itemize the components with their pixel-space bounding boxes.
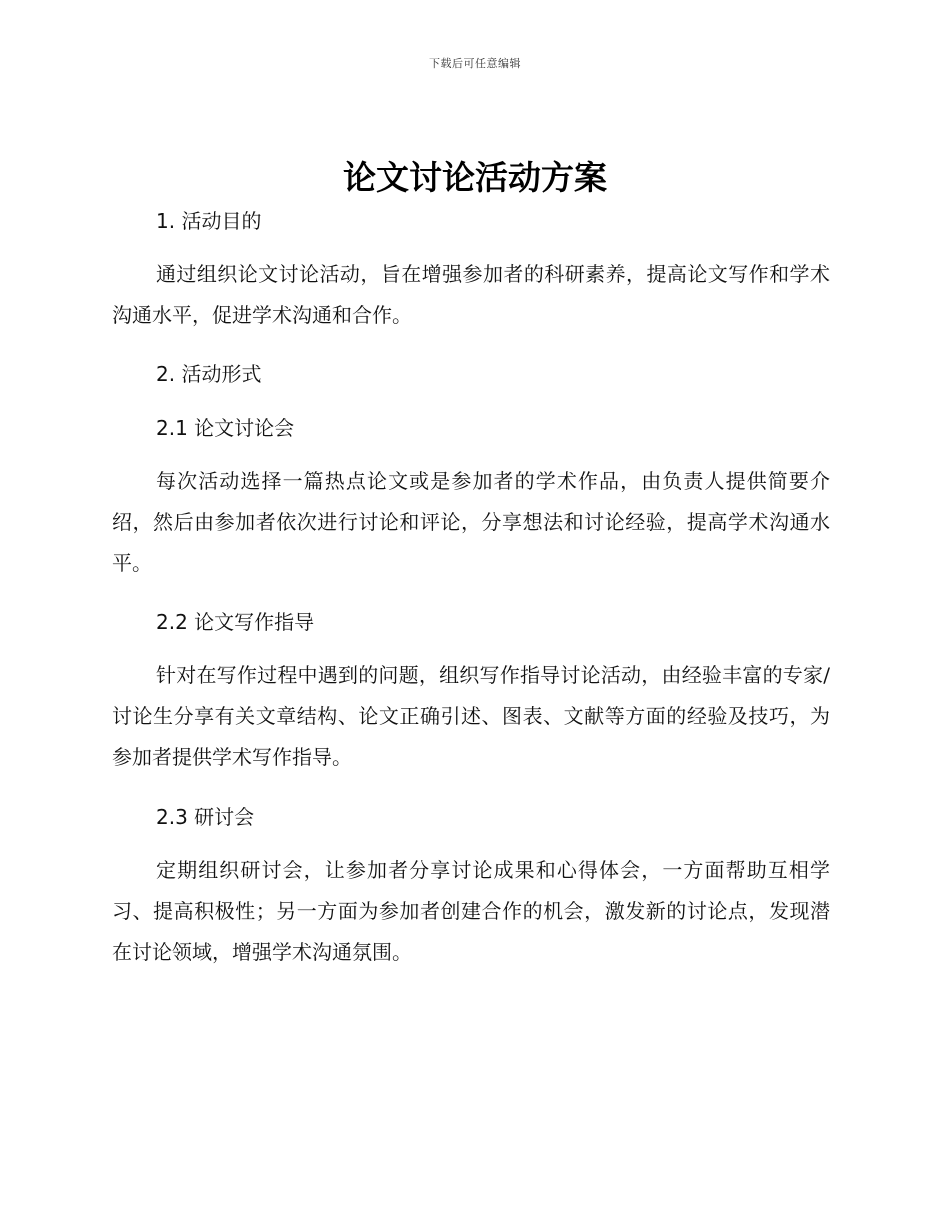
section-paragraph-discussion: 每次活动选择一篇热点论文或是参加者的学术作品，由负责人提供简要介绍，然后由参加者依次进行讨论和评论，分享想法和讨论经验，提高学术沟通水平。 — [112, 469, 830, 575]
section-heading-discussion: 2.1 论文讨论会 — [156, 416, 295, 440]
section-heading-writing-guidance: 2.2 论文写作指导 — [156, 610, 315, 634]
section-heading-purpose: 1. 活动目的 — [156, 209, 262, 233]
document-title: 论文讨论活动方案 — [343, 158, 607, 197]
header-note: 下载后可任意编辑 — [429, 57, 521, 70]
section-heading-seminar: 2.3 研讨会 — [156, 805, 255, 829]
section-paragraph-writing-guidance: 针对在写作过程中遇到的问题，组织写作指导讨论活动，由经验丰富的专家/讨论生分享有关文章结构、论文正确引述、图表、文献等方面的经验及技巧，为参加者提供学术写作指导。 — [112, 663, 830, 769]
section-paragraph-seminar: 定期组织研讨会，让参加者分享讨论成果和心得体会，一方面帮助互相学习、提高积极性；另一方面为参加者创建合作的机会，激发新的讨论点，发现潜在讨论领域，增强学术沟通氛围。 — [112, 858, 830, 964]
section-heading-format: 2. 活动形式 — [156, 362, 262, 386]
section-paragraph-purpose: 通过组织论文讨论活动，旨在增强参加者的科研素养，提高论文写作和学术沟通水平，促进学术沟通和合作。 — [112, 262, 830, 327]
